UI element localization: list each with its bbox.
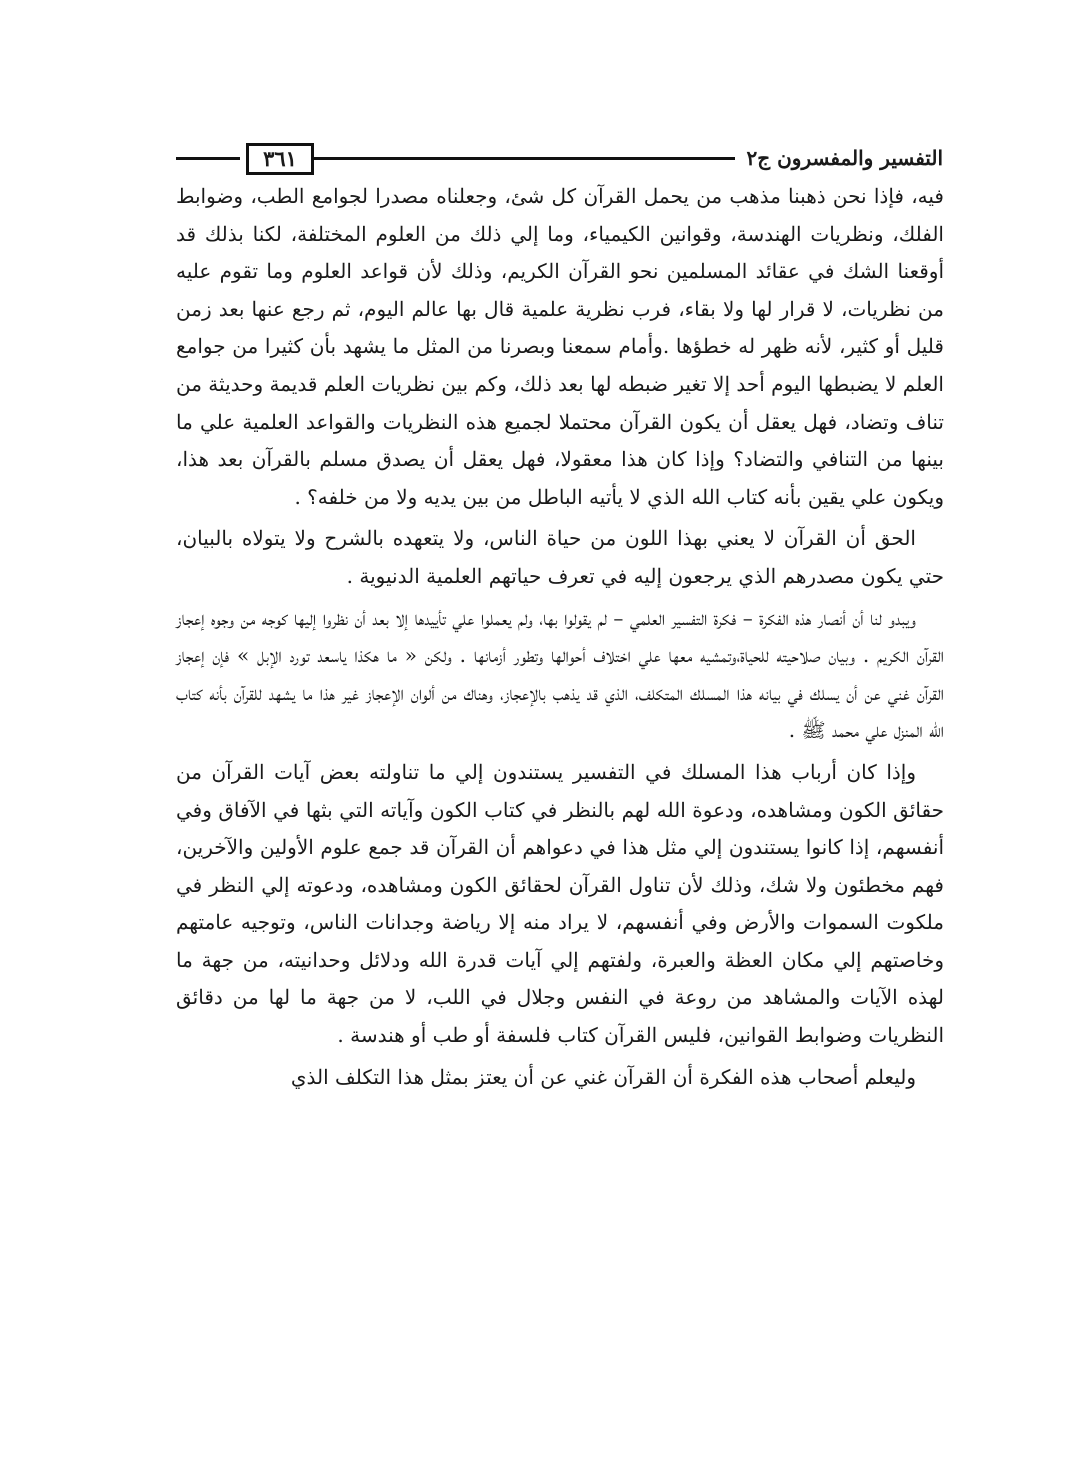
running-title: التفسير والمفسرون ج٢ [746, 146, 943, 170]
header-rule-left [176, 157, 240, 160]
paragraph-2: الحق أن القرآن لا يعني بهذا اللون من حياة الناس، ولا يتعهده بالشرح ولا يتولاه بالبيان، حتي يكون مصدرهم الذي يرجعون إليه في تعرف حياتهم العلمية الدنيوية . [176, 526, 944, 588]
page-header [176, 143, 943, 173]
page-number: ٣٦١ [246, 143, 314, 175]
paragraph-1: فيه، فإذا نحن ذهبنا مذهب من يحمل القرآن كل شئ، وجعلناه مصدرا لجوامع الطب، وضوابط الفلك، ونظريات الهندسة، وقوانين الكيمياء، وما إلي ذلك من العلوم المختلفة، لكنا بذلك قد أوقعنا الشك في عقائد المسلمين نحو القرآن الكريم، وذلك لأن قواعد العلوم وما تقوم عليه من نظريات، لا قرار لها ولا بقاء، فرب نظرية علمية قال بها عالم اليوم، ثم رجع عنها بعد زمن قليل أو كثير، لأنه ظهر له خطؤها .وأمام سمعنا وبصرنا من المثل ما يشهد بأن كثيرا من جوامع العلم لا يضبطها اليوم أحد إلا تغير ضبطه لها بعد ذلك، وكم بين نظريات العلم قديمة وحديثة من تناف وتضاد، فهل يعقل أن يكون القرآن محتملا لجميع هذه النظريات والقواعد العلمية علي ما بينها من التنافي والتضاد؟ وإذا كان هذا معقولا، فهل يعقل أن يصدق مسلم بالقرآن بعد هذا، ويكون علي يقين بأنه كتاب الله الذي لا يأتيه الباطل من بين يديه ولا من خلفه؟ . [176, 184, 944, 509]
body-text [176, 178, 944, 1096]
header-rule-right [314, 157, 735, 160]
paragraph-3: ويبدو لنا أن أنصار هذه الفكرة – فكرة التفسير العلمي – لم يقولوا بها، ولم يعملوا علي تأييدها إلا بعد أن نظروا إليها كوجه من وجوه إعجاز القرآن الكريم . وبيان صلاحيته للحياة،وتمشيه معها علي اختلاف أحوالها وتطور أزمانها . ولكن « ما هكذا ياسعد تورد الإبل » فإن إعجاز القرآن غني عن أن يسلك في بيانه هذا المسلك المتكلف، الذي قد يذهب بالإعجاز، وهناك من ألوان الإعجاز غير هذا ما يشهد للقرآن بأنه كتاب الله المنزل علي محمد ﷺ . [176, 605, 944, 743]
paragraph-5: وليعلم أصحاب هذه الفكرة أن القرآن غني عن أن يعتز بمثل هذا التكلف الذي [290, 1064, 916, 1089]
paragraph-4: وإذا كان أرباب هذا المسلك في التفسير يستندون إلي ما تناولته بعض آيات القرآن من حقائق الكون ومشاهده، ودعوة الله لهم بالنظر في كتاب الكون وآياته التي بثها في الآفاق وفي أنفسهم، إذا كانوا يستندون إلي مثل هذا في دعواهم أن القرآن قد جمع علوم الأولين والآخرين، فهم مخطئون ولا شك، وذلك لأن تناول القرآن لحقائق الكون ومشاهده، ودعوته إلي النظر في ملكوت السموات والأرض وفي أنفسهم، لا يراد منه إلا رياضة وجدانات الناس، وتوجيه عامتهم وخاصتهم إلي مكان العظة والعبرة، ولفتهم إلي آيات قدرة الله ودلائل وحدانيته، من جهة ما لهذه الآيات والمشاهد من روعة في النفس وجلال في اللب، لا من جهة ما لها من دقائق النظريات وضوابط القوانين، فليس القرآن كتاب فلسفة أو طب أو هندسة . [176, 759, 944, 1048]
